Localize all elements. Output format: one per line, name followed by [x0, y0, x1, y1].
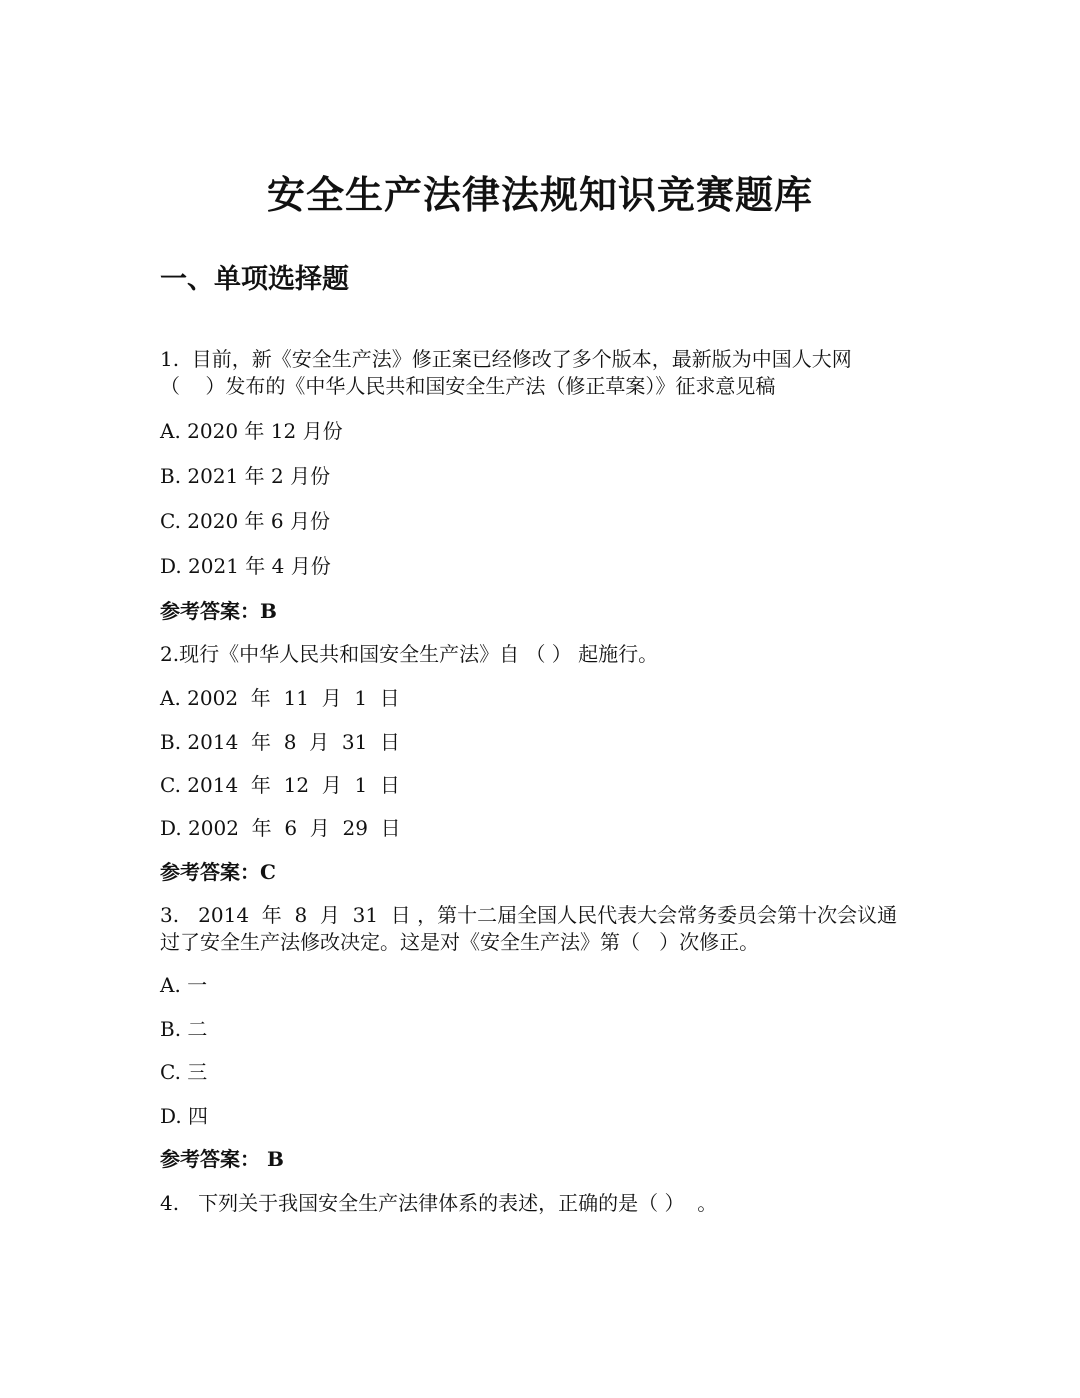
- question-3-option-b: B. 二: [160, 1017, 208, 1041]
- question-3-stem-line-1: 3. 2014 年 8 月 31 日 ，第十二届全国人民代表大会常务委员会第十次会议通: [160, 903, 898, 927]
- question-1-option-d: D. 2021 年 4 月份: [160, 554, 331, 578]
- question-3-option-d: D. 四: [160, 1104, 209, 1128]
- question-4-stem-line-1: 4. 下列关于我国安全生产法律体系的表述，正确的是（ ） 。: [160, 1191, 718, 1215]
- question-2-option-c: C. 2014 年 12 月 1 日: [160, 773, 400, 797]
- question-1-option-a: A. 2020 年 12 月份: [160, 419, 343, 443]
- question-3-stem-line-2: 过了安全生产法修改决定。这是对《安全生产法》第（ ）次修正。: [160, 930, 760, 954]
- question-3-answer: 参考答案： B: [160, 1147, 284, 1171]
- question-1-stem-line-2: （ ）发布的《中华人民共和国安全生产法（修正草案）》征求意见稿: [160, 374, 776, 398]
- document-title: 安全生产法律法规知识竞赛题库: [266, 172, 813, 217]
- question-1-option-b: B. 2021 年 2 月份: [160, 464, 331, 488]
- question-1-option-c: C. 2020 年 6 月份: [160, 509, 330, 533]
- question-3-option-c: C. 三: [160, 1060, 208, 1084]
- question-3-option-a: A. 一: [160, 973, 208, 997]
- question-2-option-b: B. 2014 年 8 月 31 日: [160, 730, 401, 754]
- question-2-option-a: A. 2002 年 11 月 1 日: [160, 686, 400, 710]
- question-1-stem-line-1: 1. 目前，新《安全生产法》修正案已经修改了多个版本，最新版为中国人大网: [160, 347, 852, 371]
- question-2-stem-line-1: 2.现行《中华人民共和国安全生产法》自 （ ） 起施行。: [160, 642, 659, 666]
- question-1-answer: 参考答案：B: [160, 599, 277, 623]
- section-heading: 一、单项选择题: [160, 264, 349, 295]
- question-2-option-d: D. 2002 年 6 月 29 日: [160, 816, 401, 840]
- question-2-answer: 参考答案：C: [160, 860, 276, 884]
